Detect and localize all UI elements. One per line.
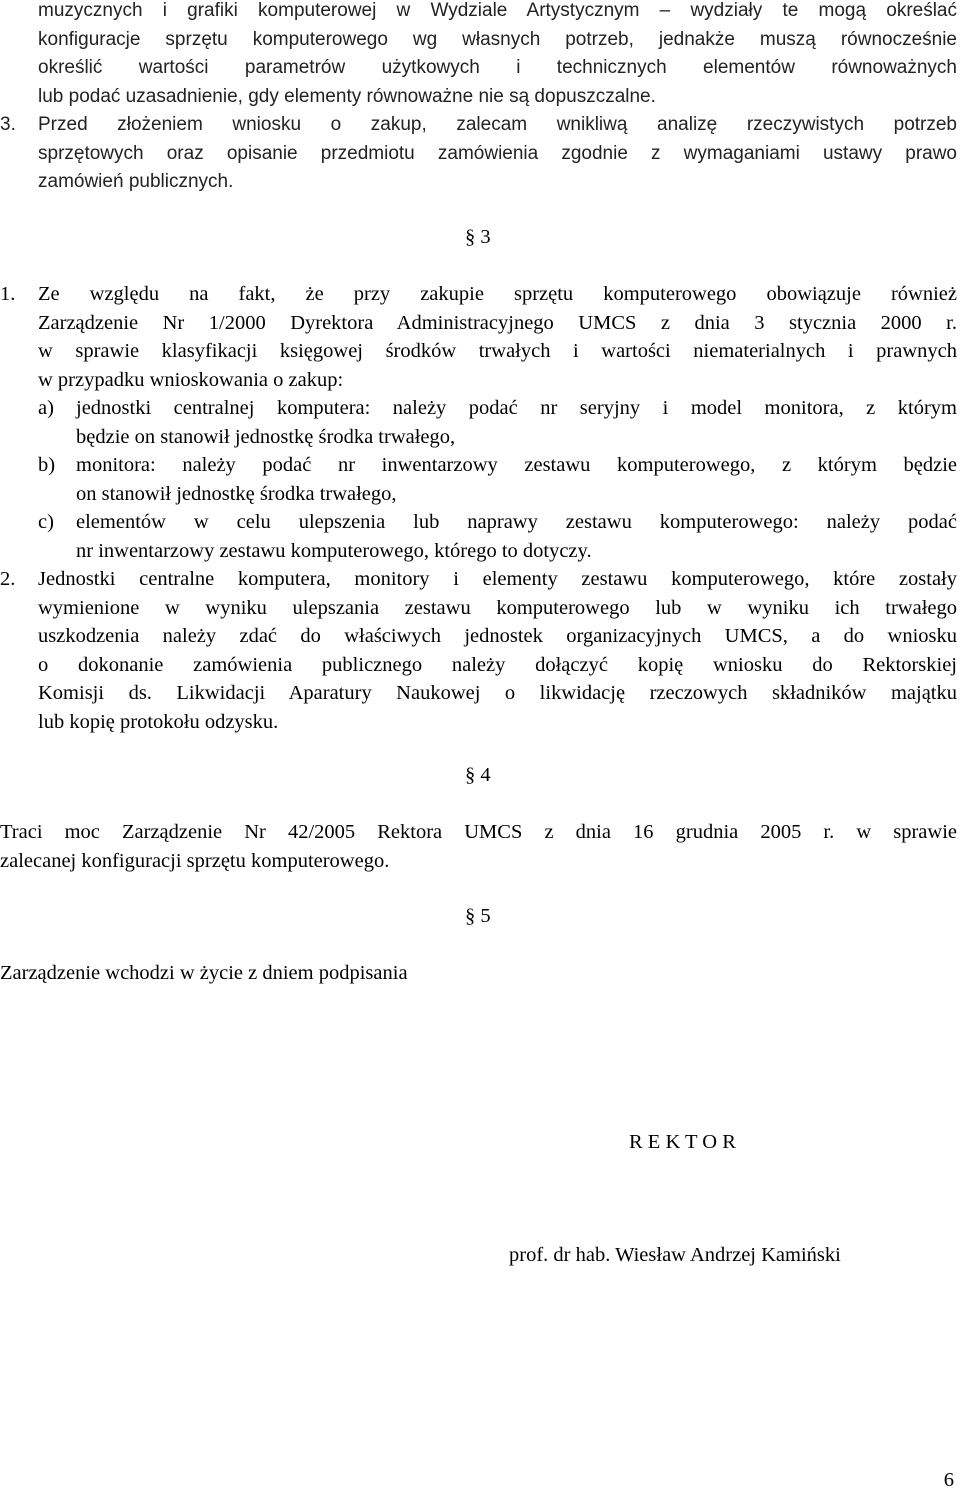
text-line: muzycznych i grafiki komputerowej w Wydziale Artystycznym – wydziały te mogą określać xyxy=(38,0,957,21)
text-line: uszkodzenia należy zdać do właściwych jednostek organizacyjnych UMCS, a do wniosku xyxy=(38,625,957,647)
text-line: sprzętowych oraz opisanie przedmiotu zamówienia zgodnie z wymaganiami ustawy prawo xyxy=(38,142,957,164)
text-line: Traci moc Zarządzenie Nr 42/2005 Rektora UMCS z dnia 16 grudnia 2005 r. w sprawie xyxy=(0,821,957,843)
text-line: konfiguracje sprzętu komputerowego wg własnych potrzeb, jednakże muszą równocześnie xyxy=(38,28,957,50)
sub-item-label: a) xyxy=(38,397,54,419)
section-heading: § 3 xyxy=(465,226,491,248)
text-line: Jednostki centralne komputera, monitory i elementy zestawu komputerowego, które zostały xyxy=(38,568,957,590)
section-heading: § 5 xyxy=(465,905,491,927)
text-line: w sprawie klasyfikacji księgowej środków trwałych i wartości niematerialnych i prawnych xyxy=(38,340,957,362)
continued-paragraph xyxy=(38,0,957,111)
text-line: w przypadku wnioskowania o zakup: xyxy=(38,368,344,391)
list-number: 1. xyxy=(0,283,16,305)
text-line: wymienione w wyniku ulepszania zestawu komputerowego lub w wyniku ich trwałego xyxy=(38,596,957,619)
section-heading: § 4 xyxy=(465,764,491,786)
text-line: elementów w celu ulepszenia lub naprawy zestawu komputerowego: należy podać xyxy=(76,511,957,533)
list-number: 2. xyxy=(0,568,16,590)
signature-name: prof. dr hab. Wiesław Andrzej Kamiński xyxy=(509,1244,841,1266)
text-line: Przed złożeniem wniosku o zakup, zalecam wnikliwą analizę rzeczywistych potrzeb xyxy=(38,114,957,135)
section4-paragraph xyxy=(0,818,957,875)
signature-title: R E K T O R xyxy=(629,1131,736,1153)
text-line: nr inwentarzowy zestawu komputerowego, którego to dotyczy. xyxy=(76,539,592,562)
text-line: określić wartości parametrów użytkowych i technicznych elementów równoważnych xyxy=(38,57,957,78)
section5-paragraph: Zarządzenie wchodzi w życie z dniem podpisania xyxy=(0,962,408,984)
text-line: Komisji ds. Likwidacji Aparatury Naukowej o likwidację rzeczowych składników majątku xyxy=(38,682,957,704)
list-number: 3. xyxy=(0,114,16,135)
text-line: jednostki centralnej komputera: należy podać nr seryjny i model monitora, z którym xyxy=(76,397,957,419)
text-line: zamówień publicznych. xyxy=(38,171,234,192)
text-line: Ze względu na fakt, że przy zakupie sprzętu komputerowego obowiązuje również xyxy=(38,283,957,305)
text-line: będzie on stanowił jednostkę środka trwałego, xyxy=(76,425,456,448)
text-line: lub podać uzasadnienie, gdy elementy równoważne nie są dopuszczalne. xyxy=(38,85,656,107)
text-line: Zarządzenie Nr 1/2000 Dyrektora Administracyjnego UMCS z dnia 3 stycznia 2000 r. xyxy=(38,311,957,334)
text-line: zalecanej konfiguracji sprzętu komputerowego. xyxy=(0,849,390,872)
text-line: lub kopię protokołu odzysku. xyxy=(38,710,279,733)
sub-item-label: c) xyxy=(38,511,54,533)
text-line: monitora: należy podać nr inwentarzowy zestawu komputerowego, z którym będzie xyxy=(76,454,957,476)
text-line: o dokonanie zamówienia publicznego należy dołączyć kopię wniosku do Rektorskiej xyxy=(38,653,957,676)
text-line: on stanowił jednostkę środka trwałego, xyxy=(76,482,397,505)
page-number: 6 xyxy=(943,1469,954,1491)
sub-item-label: b) xyxy=(38,454,56,476)
